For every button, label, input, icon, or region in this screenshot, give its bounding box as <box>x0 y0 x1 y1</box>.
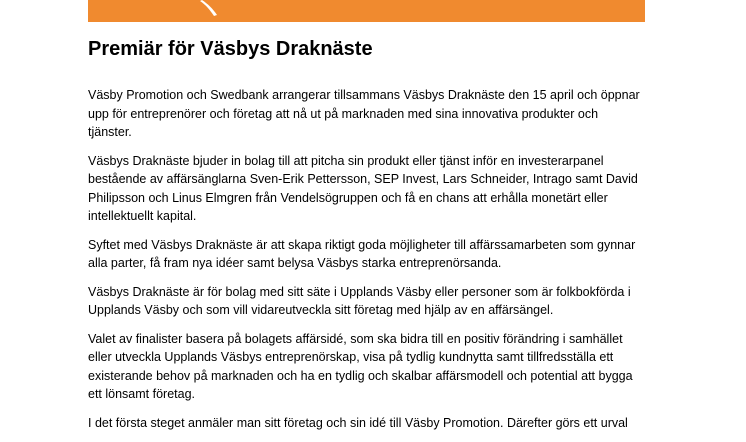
header-banner <box>88 0 645 22</box>
text-line: existerande behov på marknaden och ha en tydlig och skalbar affärsmodell och potential att bygga <box>88 368 633 383</box>
text-line: eller utveckla Upplands Väsbys entreprenörskap, visa på tydlig kundnytta samt tillfredsställa ett <box>88 350 614 364</box>
text-line: bestående av affärsänglarna Sven-Erik Pettersson, SEP Invest, Lars Schneider, Intrago samt David <box>88 172 638 186</box>
text-line: Väsby Promotion och Swedbank arrangerar tillsammans Väsbys Draknäste den 15 april och öppnar <box>88 88 640 102</box>
text-line: ett lönsamt företag. <box>88 387 196 401</box>
text-line: tjänster. <box>88 125 132 139</box>
text-line: upp för entreprenörer och företag att nå ut på marknaden med sina innovativa produkter och <box>88 106 599 121</box>
page-title: Premiär för Väsbys Draknäste <box>88 38 373 60</box>
paragraph-5 <box>88 330 658 404</box>
text-line: Philipsson och Linus Elmgren från Vendelsögruppen och få en chans att erhålla monetärt eller <box>88 190 608 205</box>
text-line: I det första steget anmäler man sitt företag och sin idé till Väsby Promotion. Därefter görs ett urval <box>88 415 628 430</box>
text-line: Väsbys Draknäste bjuder in bolag till att pitcha sin produkt eller tjänst inför en investerarpanel <box>88 153 604 168</box>
banner-graphic <box>88 0 645 22</box>
paragraph-1 <box>88 86 658 142</box>
paragraph-2 <box>88 152 658 226</box>
text-line: alla parter, få fram nya idéer samt belysa Väsbys starka entreprenörsanda. <box>88 256 502 270</box>
article-body <box>88 86 658 442</box>
paragraph-3 <box>88 236 658 273</box>
text-line: intellektuellt kapital. <box>88 209 197 223</box>
paragraph-4 <box>88 283 658 320</box>
paragraph-6 <box>88 414 658 433</box>
text-line: Valet av finalister basera på bolagets affärsidé, som ska bidra till en positiv förändring i samhället <box>88 331 623 346</box>
banner-background <box>88 0 645 22</box>
text-line: Väsbys Draknäste är för bolag med sitt säte i Upplands Väsby eller personer som är folkbokförda i <box>88 284 631 299</box>
text-line: Syftet med Väsbys Draknäste är att skapa riktigt goda möjligheter till affärssamarbeten som gynnar <box>88 237 636 252</box>
text-line: Upplands Väsby och som vill vidareutveckla sitt företag med hjälp av en affärsängel. <box>88 303 554 317</box>
